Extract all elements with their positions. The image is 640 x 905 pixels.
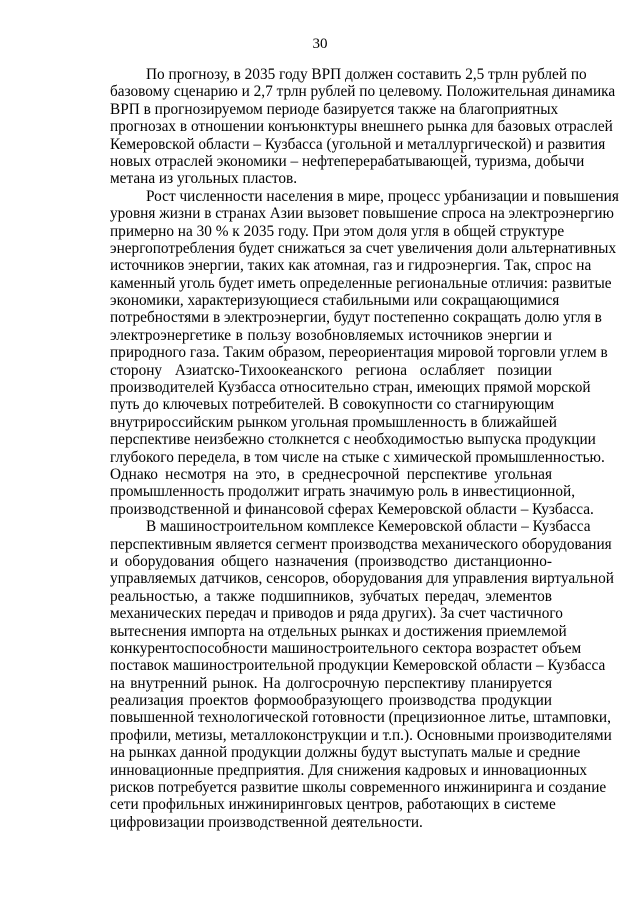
text-line: Однако несмотря на это, в среднесрочной перспективе угольная [110, 465, 552, 483]
text-line: цифровизации производственной деятельности. [110, 813, 423, 831]
text-line: потребностями в электроэнергии, будут постепенно сокращать долю угля в [110, 309, 602, 327]
paragraph [110, 187, 619, 518]
text-line: каменный уголь будет иметь определенные региональные отличия: развитые [110, 274, 612, 292]
text-line: вытеснения импорта на отдельных рынках и достижения приемлемой [110, 622, 567, 640]
text-line: инновационные предприятия. Для снижения кадровых и инновационных [110, 761, 587, 779]
text-line: В машиностроительном комплексе Кемеровской области – Кузбасса [146, 518, 591, 536]
text-line: производственной и финансовой сферах Кемеровской области – Кузбасса. [110, 500, 594, 518]
text-line: на внутренний рынок. На долгосрочную перспективу планируется [110, 674, 552, 692]
text-line: на рынках данной продукции должны будут выступать малые и средние [110, 744, 581, 762]
text-line: поставок машиностроительной продукции Кемеровской области – Кузбасса [110, 657, 606, 675]
text-line: прогнозах в отношении конъюнктуры внешнего рынка для базовых отраслей [110, 118, 613, 136]
text-line: реализация проектов формообразующего производства продукции [110, 692, 552, 710]
text-line: экономики, характеризующиеся стабильными или сокращающимися [110, 292, 560, 310]
text-line: производителей Кузбасса относительно стран, имеющих прямой морской [110, 379, 591, 397]
text-line: промышленность продолжит играть значимую роль в инвестиционной, [110, 483, 576, 501]
text-line: и оборудования общего назначения (производство дистанционно- [110, 552, 552, 570]
text-line: перспективным является сегмент производства механического оборудования [110, 535, 612, 553]
text-line: механических передач и приводов и ряда других). За счет частичного [110, 605, 563, 623]
text-line: путь до ключевых потребителей. В совокупности со стагнирующим [110, 396, 555, 414]
text-line: управляемых датчиков, сенсоров, оборудования для управления виртуальной [110, 570, 614, 588]
text-line: перспективе неизбежно столкнется с необходимостью выпуска продукции [110, 431, 596, 449]
text-line: сети профильных инжиниринговых центров, работающих в системе [110, 796, 556, 814]
text-line: базовому сценарию и 2,7 трлн рублей по целевому. Положительная динамика [110, 83, 616, 101]
text-line: метана из угольных пластов. [110, 170, 298, 188]
text-line: новых отраслей экономики – нефтеперерабатывающей, туризма, добычи [110, 152, 585, 170]
text-line: По прогнозу, в 2035 году ВРП должен составить 2,5 трлн рублей по [146, 66, 587, 83]
text-line: энергопотребления будет снижаться за счет увеличения доли альтернативных [110, 239, 617, 257]
text-line: источников энергии, таких как атомная, газ и гидроэнергия. Так, спрос на [110, 257, 592, 275]
paragraph [110, 518, 614, 831]
text-line: глубокого передела, в том числе на стыке с химической промышленностью. [110, 448, 605, 466]
text-line: профили, метизы, металлоконструкции и т.п.). Основными производителями [110, 726, 612, 744]
text-line: реальностью, а также подшипников, зубчатых передач, элементов [110, 587, 552, 605]
text-line: примерно на 30 % к 2035 году. При этом доля угля в общей структуре [110, 222, 565, 240]
text-line: ВРП в прогнозируемом периоде базируется также на благоприятных [110, 100, 559, 118]
text-line: конкурентоспособности машиностроительного сектора возрастет объем [110, 639, 582, 657]
text-line: уровня жизни в странах Азии вызовет повышение спроса на электроэнергию [110, 205, 614, 223]
text-line: Рост численности населения в мире, процесс урбанизации и повышения [146, 187, 619, 205]
text-line: внутрироссийским рынком угольная промышленность в ближайшей [110, 413, 557, 431]
text-line: сторону Азиатско-Тихоокеанского региона ослабляет позиции [110, 361, 552, 379]
text-line: повышенной технологической готовности (прецизионное литье, штамповки, [110, 709, 611, 727]
body-text [110, 66, 619, 831]
text-line: электроэнергетике в пользу возобновляемых источников энергии и [110, 326, 552, 344]
text-line: рисков потребуется развитие школы современного инжиниринга и создание [110, 779, 607, 797]
text-line: природного газа. Таким образом, переориентация мировой торговли углем в [110, 344, 608, 362]
text-line: Кемеровской области – Кузбасса (угольной и металлургической) и развития [110, 135, 606, 153]
paragraph [110, 66, 616, 188]
page-number: 30 [312, 36, 328, 52]
